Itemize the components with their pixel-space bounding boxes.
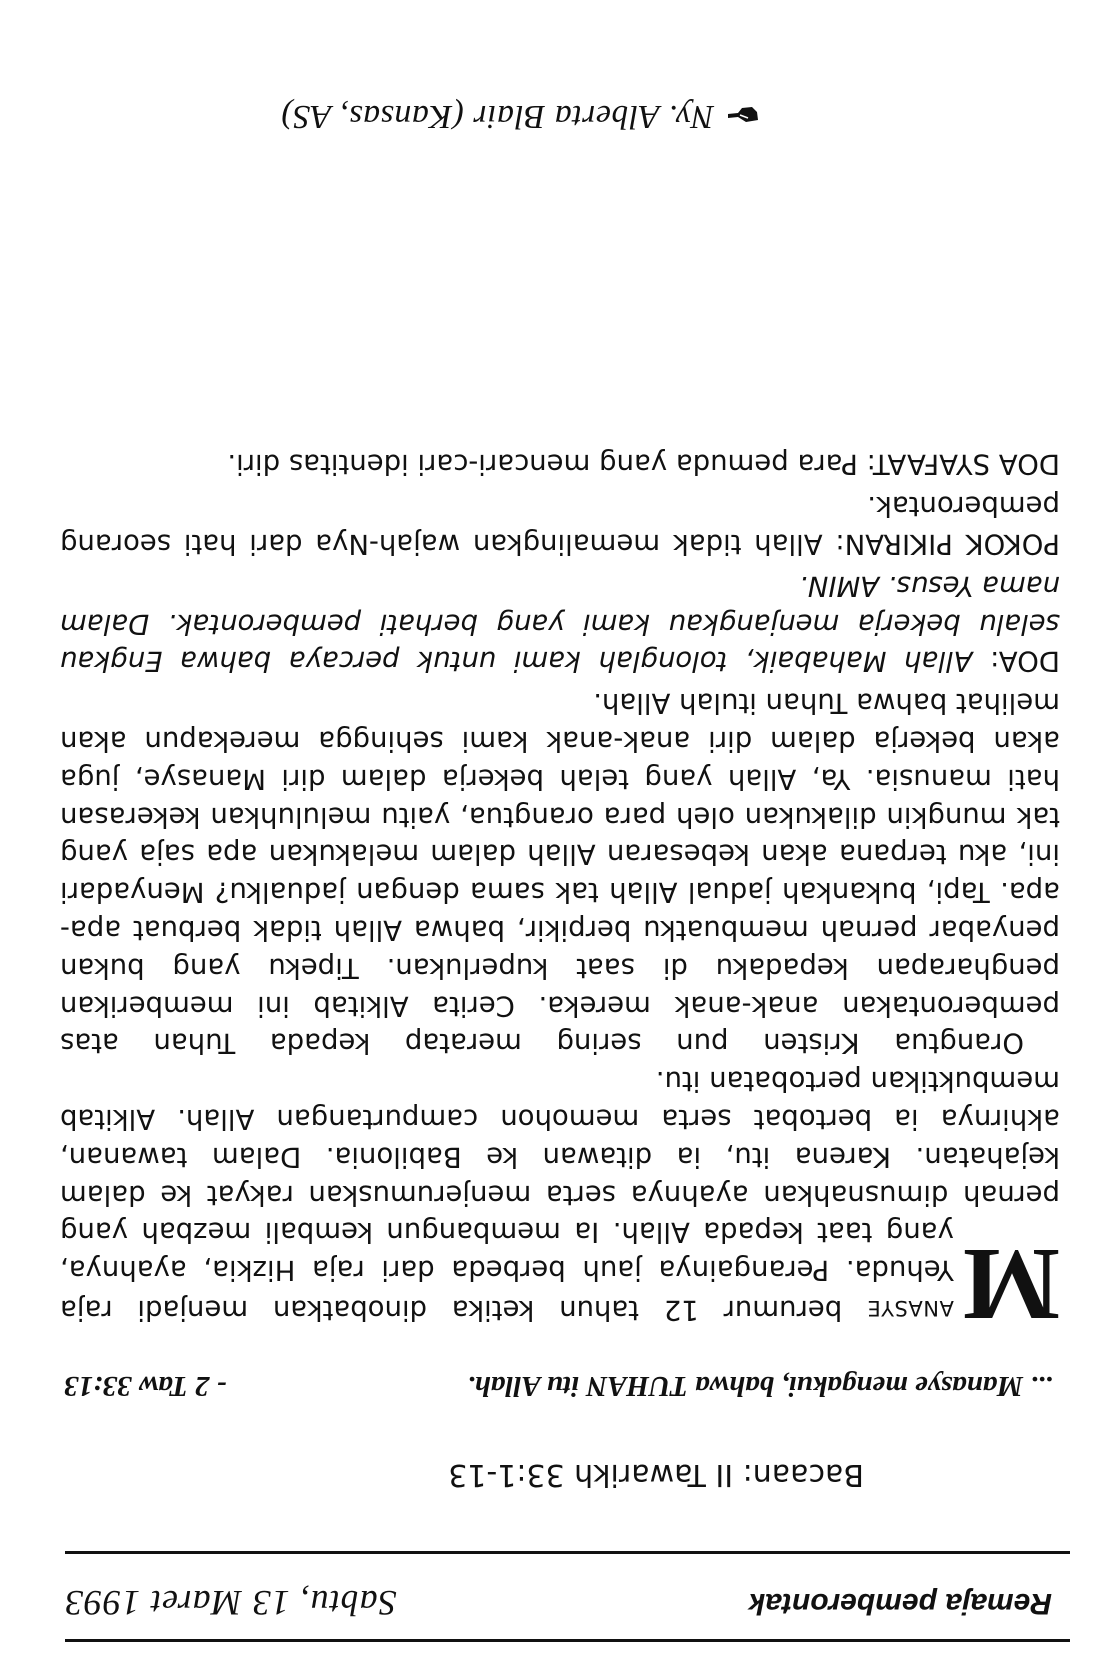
paragraph-1-text: berumur 12 tahun ketika dinobatkan menjadi raja Yehuda. Perangainya jauh berbeda dari raja Hizkia, ayahnya, yang taat kepada Allah. Ia membangun kembali mezbah yang pernah dimusnahkan ayahnya serta menjerumuskan rakyat ke dalam kejahatan. Karena itu, ia ditawan ke Babilonia. Dalam tawanan, akhirnya ia bertobat serta memohon campurtangan Allah. Alkitab membuktikan pertobatan itu. — [60, 1065, 1060, 1326]
prayer — [60, 566, 1060, 679]
thought-for-the-day — [60, 486, 1060, 562]
paragraph-2: Orangtua Kristen pun sering meratap kepada Tuhan atas pemberontakan anak-anak mereka. Cerita Alkitab ini memberikan pengharapan kepadaku di saat kuperlukan. Tipeku yang bukan penyabar pernah membuatku berpikir, bahwa Allah tidak berbuat apa-apa. Tapi, bukankah jadual Allah tak sama dengan jadualku? Menyadari ini, aku terpana akan kebesaran Allah dalam melakukan apa saja yang tak mungkin dilakukan oleh para orangtua, yaitu meluluhkan kekerasan hati manusia. Ya, Allah yang telah bekerja dalam diri Manasye, juga akan bekerja dalam diri anak-anak kami sehingga merekapun akan melihat bahwa Tuhan itulah Allah. — [60, 687, 1060, 1060]
intercession-text: Para pemuda yang mencari-cari identitas diri. — [227, 448, 867, 481]
key-verse-reference: - 2 Taw 33:13 — [64, 1370, 227, 1402]
opening-smallcaps: ANASYE — [866, 1296, 954, 1320]
key-verse-text: ... Manasye mengakui, bahwa TUHAN itu Allah. — [467, 1370, 1052, 1402]
page-date: Sabtu, 13 Maret 1993 — [64, 1583, 397, 1623]
top-rule — [65, 1639, 1070, 1642]
author-name: Ny. Alberta Blair (Kansas, AS) — [280, 98, 714, 135]
thought-text: Allah tidak memalingkan wajah-Nya dari hati seorang pemberontak. — [60, 490, 1060, 561]
author-signature — [281, 97, 760, 135]
intercession-label: DOA SYAFAAT: — [866, 448, 1060, 481]
header-rule — [65, 1551, 1070, 1554]
page-title: Remaja pemberontak — [748, 1587, 1052, 1620]
drop-cap: M — [961, 1227, 1060, 1342]
writing-hand-icon — [726, 104, 760, 126]
bible-reading: Bacaan: II Tawarikh 33:1-13 — [448, 1457, 864, 1492]
prayer-label: DOA: — [990, 645, 1060, 678]
key-verse — [64, 1356, 1052, 1402]
devotional-body — [60, 445, 1060, 1342]
prayer-text: Allah Mahabaik, tolonglah kami untuk percaya bahwa Engkau selalu bekerja menjangkau kami yang berhati pemberontak. Dalam nama Yesus. AMIN. — [60, 569, 1060, 678]
intercession — [60, 445, 1060, 483]
paragraph-1 — [60, 1061, 1060, 1342]
header — [64, 1570, 1052, 1630]
thought-label: POKOK PIKIRAN: — [835, 528, 1060, 561]
